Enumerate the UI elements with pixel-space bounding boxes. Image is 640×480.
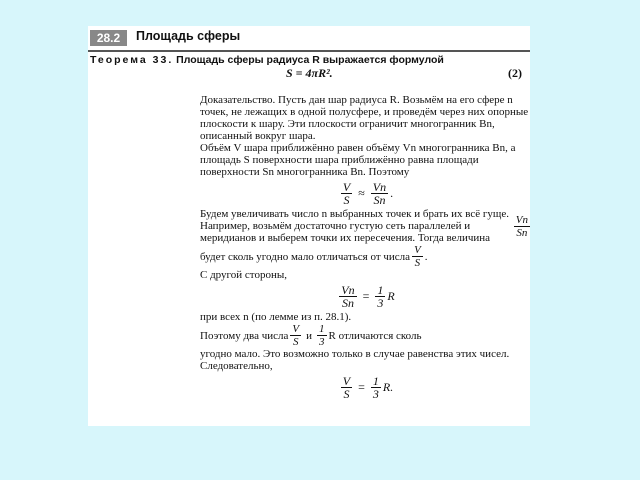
fraction: $\frac{1}{3}$ bbox=[319, 323, 325, 348]
textbook-page bbox=[88, 26, 530, 426]
proof-paragraph-7: Поэтому два числа $\frac{V}{S}$ и $\frac{1}{3}$ R отличаются сколь bbox=[200, 323, 422, 348]
section-number: 28.2 bbox=[90, 30, 127, 46]
proof-paragraph-3: Будем увеличивать число n выбранных точек и брать их всё гуще. Например, возьмём достаточно густую сеть параллелей и меридианов и выберем точки их пересечения. Тогда величина $\frac{Vn}{Sn}$ bbox=[200, 208, 528, 244]
fraction: $\frac{V}{S}$ bbox=[342, 179, 351, 207]
proof-paragraph-2: Объём V шара приближённо равен объёму Vn многогранника Bn, а площадь S поверхности шара приближённо равна площади поверхности Sn многогранника Bn. Поэтому bbox=[200, 142, 516, 178]
section-header bbox=[88, 26, 530, 48]
proof-body bbox=[200, 94, 530, 402]
theorem-statement: Площадь сферы радиуса R выражается формулой bbox=[176, 54, 444, 66]
section-title: Площадь сферы bbox=[136, 29, 241, 43]
formula-number: (2) bbox=[508, 66, 522, 80]
fraction: $\frac{Vn}{Sn}$ bbox=[372, 179, 387, 207]
fraction: $\frac{V}{S}$ bbox=[342, 373, 351, 401]
formula-conclusion: $\frac{V}{S}$ = $\frac{1}{3}$ R. bbox=[342, 373, 394, 401]
theorem-label: Теорема 33. bbox=[90, 54, 174, 66]
fraction: $\frac{Vn}{Sn}$ bbox=[341, 282, 355, 310]
formula-approx: $\frac{V}{S}$ ≈ $\frac{Vn}{Sn}$ . bbox=[342, 179, 394, 207]
proof-paragraph-4: будет сколь угодно мало отличаться от числа $\frac{V}{S}$ . bbox=[200, 244, 428, 269]
proof-paragraph-8: угодно мало. Это возможно только в случае равенства этих чисел. bbox=[200, 348, 510, 360]
header-rule bbox=[88, 50, 530, 52]
fraction: $\frac{Vn}{Sn}$ bbox=[515, 213, 528, 239]
fraction: $\frac{V}{S}$ bbox=[292, 323, 300, 348]
fraction: $\frac{1}{3}$ bbox=[372, 373, 379, 401]
proof-paragraph-6: при всех n (по лемме из п. 28.1). bbox=[200, 311, 352, 323]
proof-paragraph-1: Доказательство. Пусть дан шар радиуса R. Возьмём на его сфере n точек, не лежащих в одной полусфере, и проведём через них опорные плоскости к шару. Эти плоскости ограничит многогранник Bn, описанный вокруг шара. bbox=[200, 94, 529, 142]
theorem-block bbox=[90, 54, 528, 80]
fraction: $\frac{1}{3}$ bbox=[377, 282, 384, 310]
theorem-formula: S = 4πR². bbox=[286, 66, 333, 80]
proof-paragraph-5: С другой стороны, bbox=[200, 269, 287, 281]
fraction: $\frac{V}{S}$ bbox=[414, 244, 421, 269]
formula-lemma: $\frac{Vn}{Sn}$ = $\frac{1}{3}$ R bbox=[341, 282, 395, 310]
proof-paragraph-9: Следовательно, bbox=[200, 360, 273, 372]
